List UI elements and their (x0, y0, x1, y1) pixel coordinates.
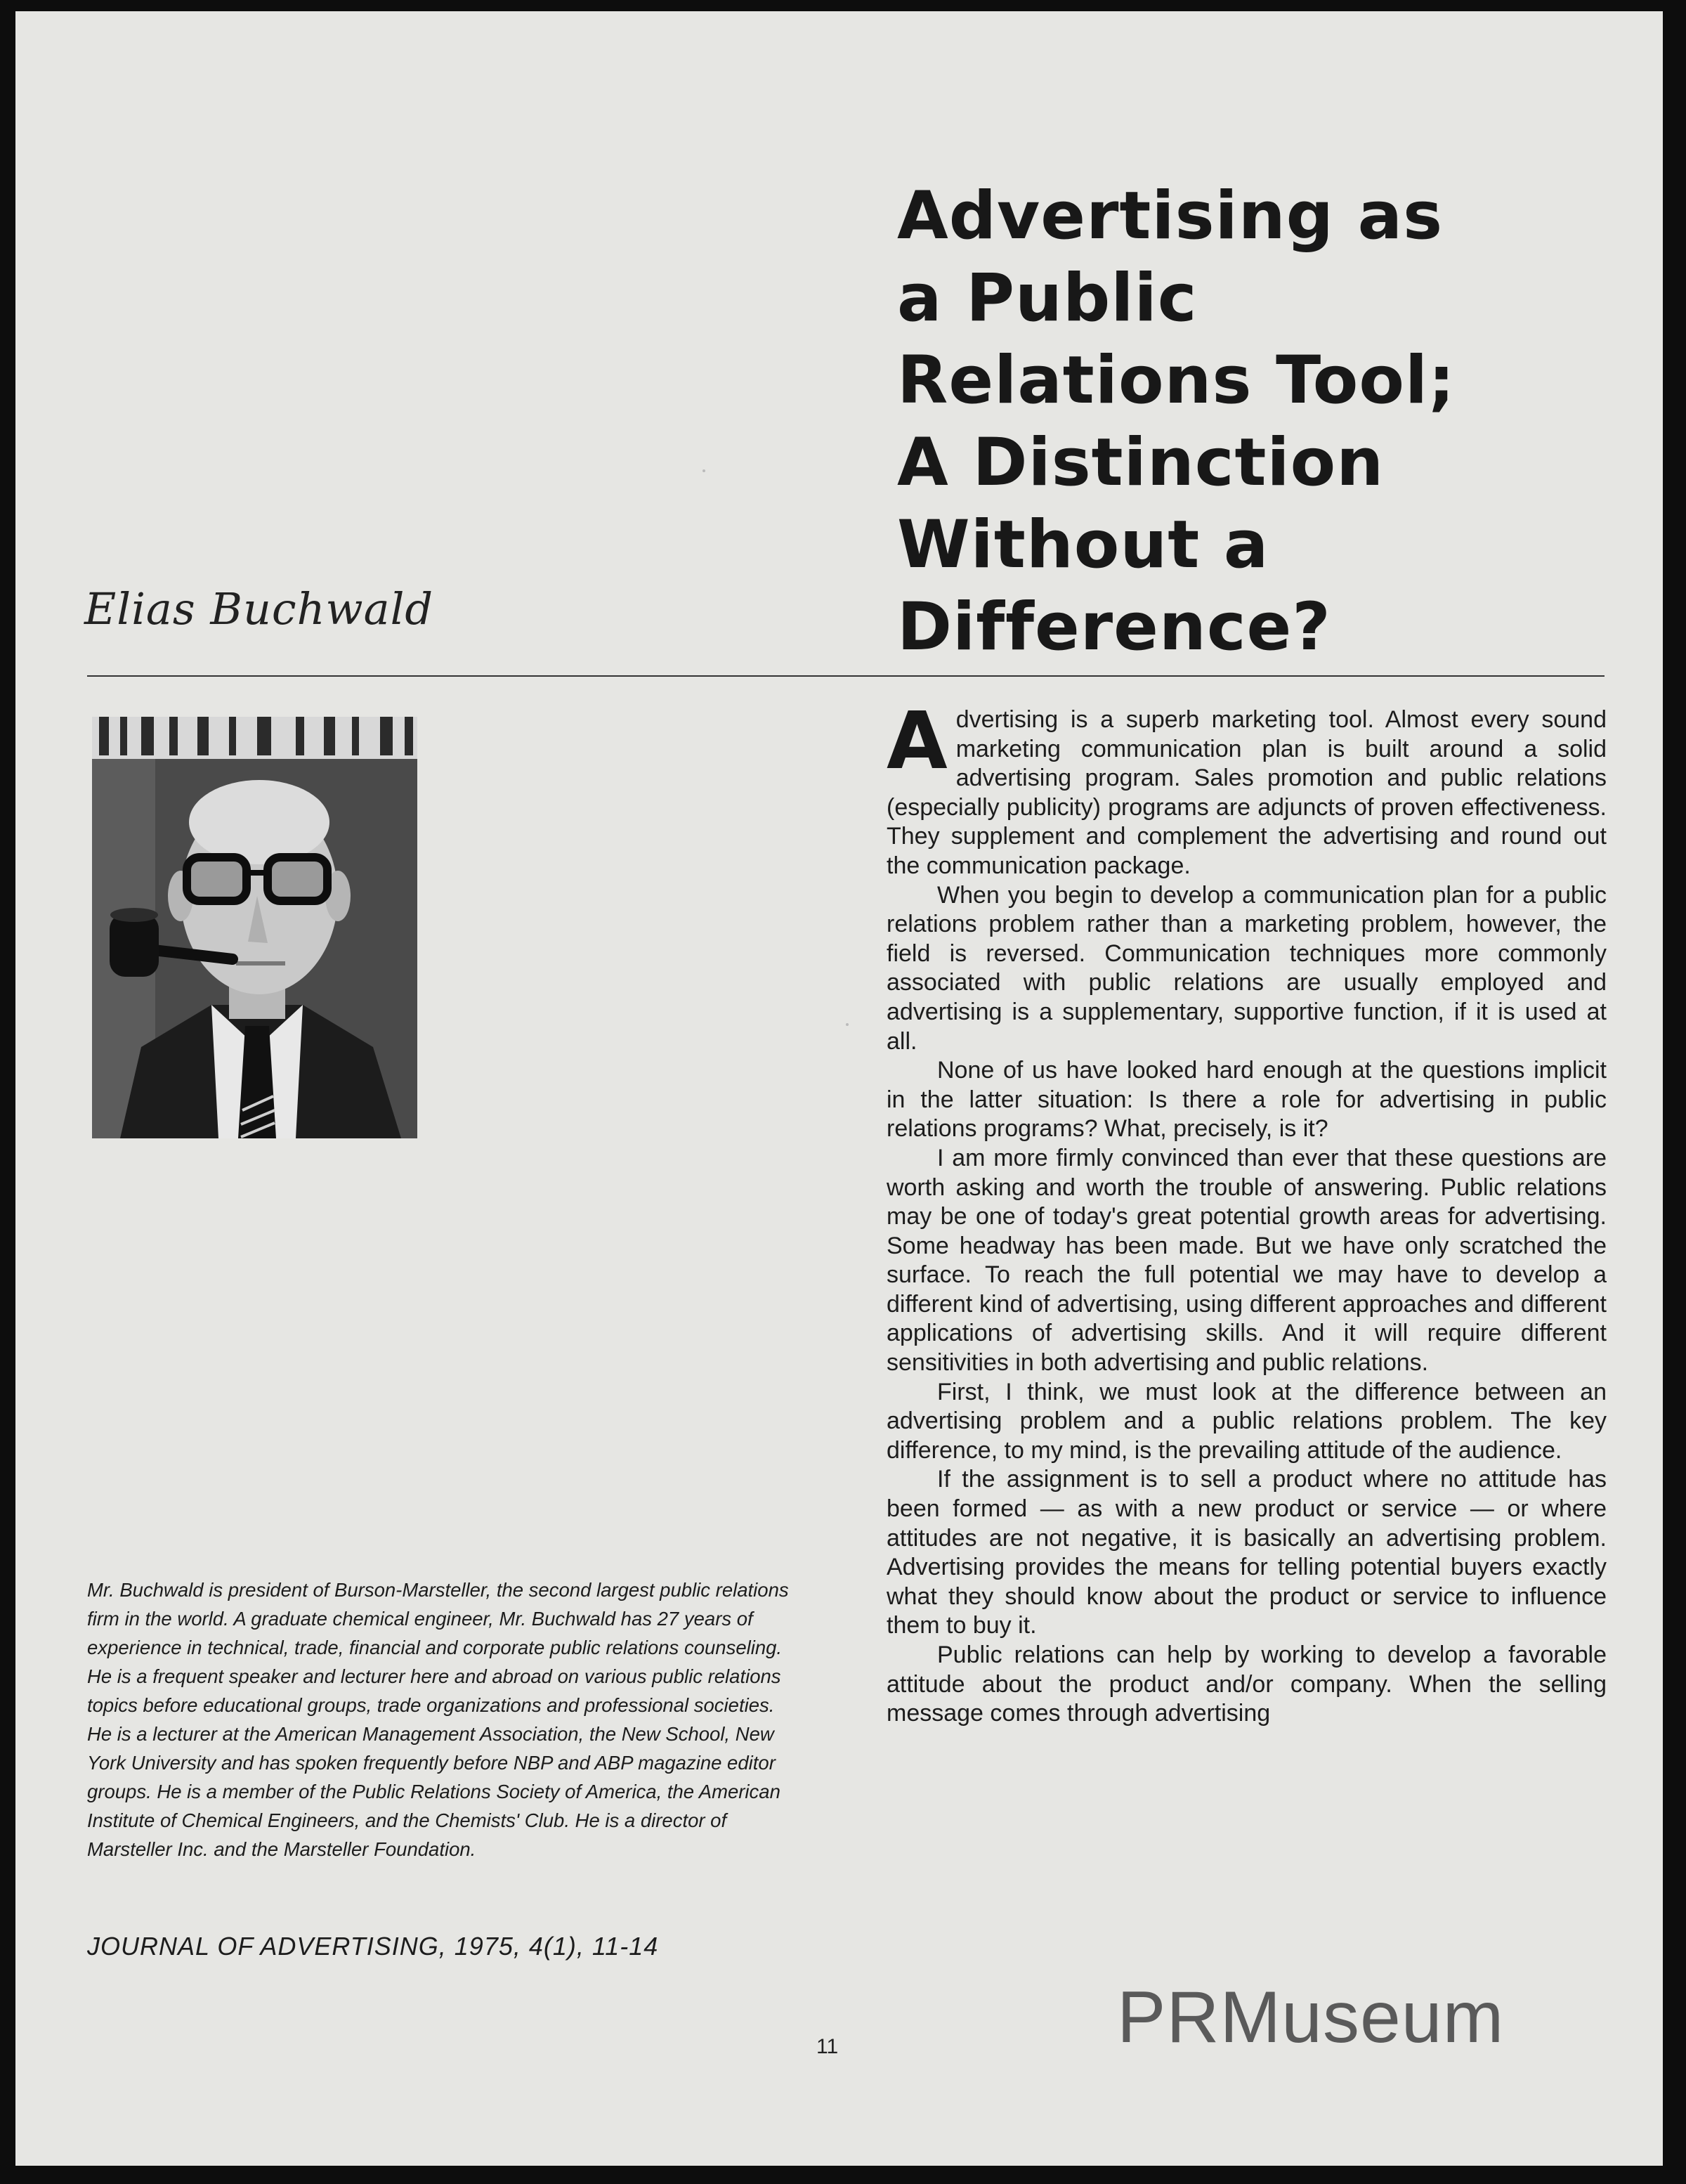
author-bio: Mr. Buchwald is president of Burson-Marsteller, the second largest public relations firm in the world. A graduate chemical engineer, Mr. Buchwald has 27 years of experience in technical, trade, financial and corporate public relations counseling. He is a frequent speaker and lecturer here and abroad on various public relations topics before educational groups, trade organizations and professional societies. He is a lecturer at the American Management Association, the New School, New York University and has spoken frequently before NBP and ABP magazine editor groups. He is a member of the Public Relations Society of America, the American Institute of Chemical Engineers, and the Chemists' Club. He is a director of Marsteller Inc. and the Marsteller Foundation. (87, 1579, 789, 1860)
author-photo (92, 717, 417, 1138)
paragraph: I am more firmly convinced than ever that these questions are worth asking and worth the trouble of answering. Public relations may be one of today's great potential growth areas for advertising. Some headway has been made. But we have only scratched the surface. To reach the full potential we may have to develop a different kind of advertising, using different approaches and different applications of advertising skills. And it will require different sensitivities in both advertising and public relations. (887, 1144, 1607, 1377)
paragraph-text: dvertising is a superb marketing tool. Almost every sound marketing communication plan is built around a solid advertising program. Sales promotion and public relations (especially publicity) programs are adjuncts of proven effectiveness. They supplement and complement the advertising and round out the communication package. (887, 706, 1607, 879)
page-number: 11 (816, 2035, 839, 2058)
scan-speck (702, 469, 705, 472)
scan-speck (846, 1023, 849, 1026)
title-line: Without a (897, 507, 1269, 583)
title-line: Relations Tool; (897, 342, 1456, 419)
drop-cap: A (887, 696, 948, 787)
title-line: A Distinction (897, 424, 1385, 501)
journal-page (15, 11, 1663, 2166)
title-line: Advertising as (897, 178, 1444, 254)
paragraph (887, 696, 1607, 881)
title-line: Difference? (897, 589, 1331, 665)
prmuseum-watermark: PRMuseum (1117, 1977, 1505, 2058)
journal-citation: JOURNAL OF ADVERTISING, 1975, 4(1), 11-14 (87, 1932, 659, 1961)
paragraph: When you begin to develop a communication plan for a public relations problem rather than a marketing problem, however, the field is reversed. Communication techniques more commonly associated with public relations are usually employed and advertising is a supplementary, supportive function, if it is used at all. (887, 881, 1607, 1055)
horizontal-divider (87, 675, 1605, 677)
article-body (887, 696, 1607, 1729)
author-portrait-image (92, 717, 417, 1138)
paragraph: First, I think, we must look at the difference between an advertising problem and a public relations problem. The key difference, to my mind, is the prevailing attitude of the audience. (887, 1378, 1607, 1464)
paragraph: None of us have looked hard enough at the questions implicit in the latter situation: Is there a role for advertising in public relations programs? What, precisely, is it? (887, 1057, 1607, 1143)
article-title (897, 175, 1656, 668)
paragraph: If the assignment is to sell a product where no attitude has been formed — as with a new product or service — or where attitudes are not negative, it is basically an advertising problem. Advertising provides the means for telling potential buyers exactly what they should know about the product or service to influence them to buy it. (887, 1466, 1607, 1639)
author-signature: Elias Buchwald (84, 583, 434, 635)
title-line: a Public (897, 260, 1198, 337)
paragraph: Public relations can help by working to develop a favorable attitude about the product and/or company. When the selling message comes through advertising (887, 1642, 1607, 1727)
